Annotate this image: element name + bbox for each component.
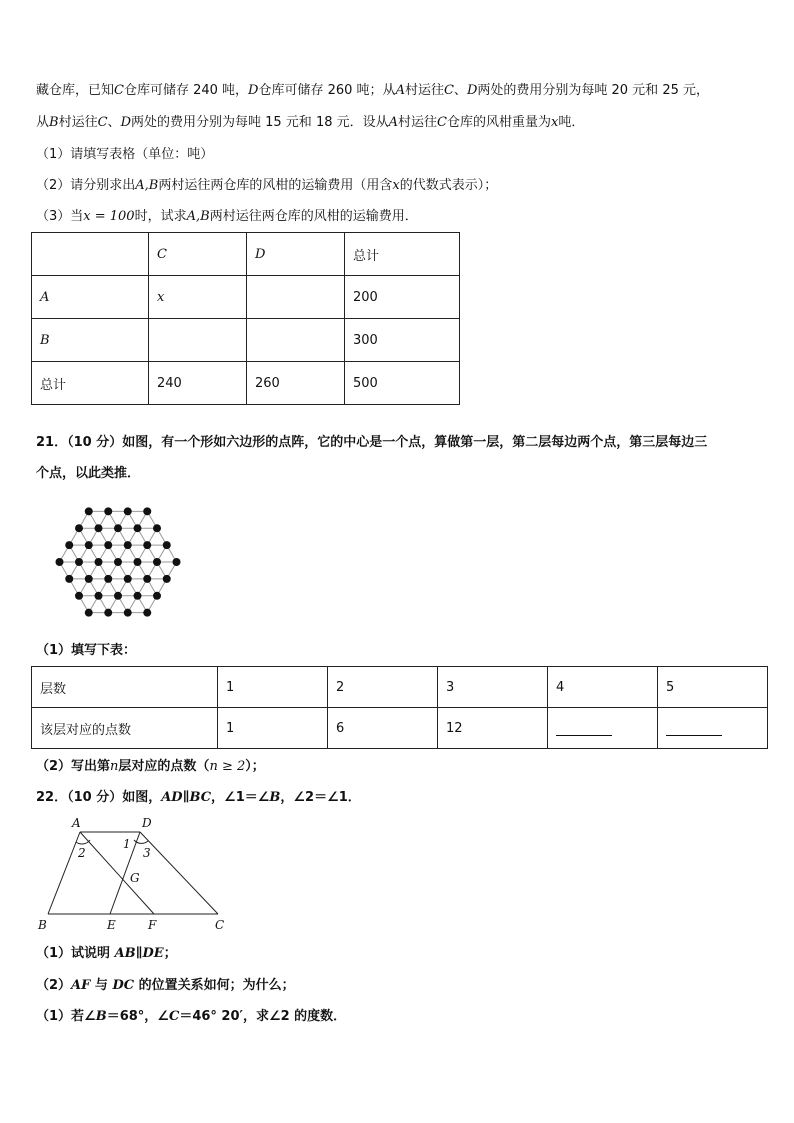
table-cell: 层数 xyxy=(32,667,218,708)
text: 两村运往两仓库的风柑的运输费用． xyxy=(209,209,418,224)
var-D: D xyxy=(120,115,131,130)
var-C: C xyxy=(168,1009,180,1024)
table-cell: 300 xyxy=(345,319,460,362)
var-C: C xyxy=(443,83,454,98)
inequality: n ≥ 2 xyxy=(209,759,246,774)
text: 时，试求 xyxy=(134,209,187,224)
lattice-dot xyxy=(95,592,103,600)
q21-line-1: 21．（10 分）如图，有一个形如六边形的点阵，它的中心是一个点，算做第一层，第二层每边两个点，第三层每边三 xyxy=(36,435,708,450)
lattice-dot xyxy=(75,558,83,566)
text: 村运往 xyxy=(58,115,98,130)
lattice-dot xyxy=(143,575,151,583)
lattice-dot xyxy=(56,558,64,566)
text: 藏仓库，已知 xyxy=(36,83,115,98)
table-cell: 12 xyxy=(438,708,548,749)
math-text: AF xyxy=(71,978,91,993)
lattice-dot xyxy=(143,507,151,515)
text: ； xyxy=(163,946,177,961)
intro-line-1 xyxy=(36,82,709,100)
table-cell: 6 xyxy=(328,708,438,749)
var-A: A xyxy=(388,115,399,130)
table-row xyxy=(32,362,460,405)
lattice-dot xyxy=(65,541,73,549)
label-C: C xyxy=(215,918,225,932)
math-text: DC xyxy=(112,978,135,993)
var-C: C xyxy=(97,115,108,130)
table-cell: 240 xyxy=(149,362,247,405)
trapezoid-figure xyxy=(30,812,240,937)
table-row xyxy=(32,708,768,749)
table-cell: 总计 xyxy=(32,362,149,405)
q22-title xyxy=(36,789,361,807)
lattice-dot xyxy=(114,524,122,532)
q21-part-1: （1）填写下表： xyxy=(36,643,137,658)
lattice-dot xyxy=(163,541,171,549)
table-cell xyxy=(658,708,768,749)
table-row xyxy=(32,667,768,708)
var-B: B xyxy=(95,1009,107,1024)
lattice-dot xyxy=(124,609,132,617)
q20-part-1: （1）请填写表格（单位：吨） xyxy=(36,147,214,162)
text: 仓库可储存 260 吨；从 xyxy=(258,83,396,98)
var-C: C xyxy=(114,83,124,98)
lattice-dot xyxy=(124,507,132,515)
text: （3）当 xyxy=(36,209,84,224)
var-AB: A,B xyxy=(186,209,210,224)
var-x: x xyxy=(392,178,400,193)
table-cell xyxy=(32,233,149,276)
q21-line-2: 个点，以此类推． xyxy=(36,466,141,481)
text: 22．（10 分）如图， xyxy=(36,790,162,805)
q20-part-3 xyxy=(36,208,418,226)
lattice-dot xyxy=(104,609,112,617)
table-row xyxy=(32,233,460,276)
lattice-dot xyxy=(85,541,93,549)
var-n: n xyxy=(110,759,119,774)
lattice-dot xyxy=(104,507,112,515)
table-cell: D xyxy=(247,233,345,276)
table-cell xyxy=(149,319,247,362)
text: 村运往 xyxy=(404,83,444,98)
table-cell: C xyxy=(149,233,247,276)
text: 与 xyxy=(90,978,113,993)
lattice-dot xyxy=(134,558,142,566)
table-row xyxy=(32,276,460,319)
var-D: D xyxy=(466,83,478,98)
lattice-dot xyxy=(163,575,171,583)
text: ＝46° 20′，求∠2 的度数． xyxy=(179,1009,347,1024)
transport-table xyxy=(31,232,460,405)
text: （2） xyxy=(36,978,72,993)
text: ，∠2＝∠1． xyxy=(280,790,361,805)
text: 两村运往两仓库的风柑的运输费用（用含 xyxy=(158,178,393,193)
text: 的位置关系如何；为什么； xyxy=(134,978,295,993)
text: 从 xyxy=(36,115,50,130)
table-cell: 500 xyxy=(345,362,460,405)
lattice-dot xyxy=(75,524,83,532)
text: 两处的费用分别为每吨 20 元和 25 元， xyxy=(477,83,709,98)
text: ，∠1＝∠ xyxy=(211,790,270,805)
label-E: E xyxy=(107,918,116,932)
lattice-dot xyxy=(65,575,73,583)
text: （1）若∠ xyxy=(36,1009,96,1024)
table-cell: 4 xyxy=(548,667,658,708)
text: 、 xyxy=(453,83,467,98)
answer-blank xyxy=(666,721,722,736)
text: 层对应的点数（ xyxy=(118,759,210,774)
table-cell: 1 xyxy=(218,667,328,708)
label-1: 1 xyxy=(123,837,131,851)
table-cell: A xyxy=(32,276,149,319)
table-cell: B xyxy=(32,319,149,362)
text: ＝68°，∠ xyxy=(106,1009,169,1024)
lattice-dot xyxy=(143,609,151,617)
text: （1）试说明 xyxy=(36,946,115,961)
table-cell: x xyxy=(149,276,247,319)
lattice-dot xyxy=(85,609,93,617)
var-x: x xyxy=(551,115,559,130)
q22-part-1 xyxy=(36,945,177,963)
segment-AF xyxy=(80,832,154,914)
label-3: 3 xyxy=(143,846,151,860)
text: （2）请分别求出 xyxy=(36,178,136,193)
lattice-dot xyxy=(75,592,83,600)
math-text: AB∥DE xyxy=(114,946,164,961)
text: （2）写出第 xyxy=(36,759,111,774)
table-row xyxy=(32,319,460,362)
text: 的代数式表示）； xyxy=(399,178,498,193)
equation: x = 100 xyxy=(83,209,135,224)
text: 、 xyxy=(107,115,121,130)
math-text: AD∥BC xyxy=(161,790,212,805)
table-cell: 总计 xyxy=(345,233,460,276)
var-C: C xyxy=(437,115,447,130)
q20-part-2 xyxy=(36,177,497,195)
table-cell: 3 xyxy=(438,667,548,708)
segment-DC xyxy=(140,832,218,914)
lattice-dot xyxy=(143,541,151,549)
table-cell xyxy=(247,319,345,362)
q22-part-2 xyxy=(36,977,295,995)
text: 仓库的风柑重量为 xyxy=(446,115,551,130)
lattice-dot xyxy=(95,558,103,566)
lattice-dot xyxy=(153,524,161,532)
lattice-dot xyxy=(85,507,93,515)
lattice-dot xyxy=(104,575,112,583)
table-cell: 200 xyxy=(345,276,460,319)
label-F: F xyxy=(148,918,157,932)
lattice-dot xyxy=(173,558,181,566)
table-cell: 5 xyxy=(658,667,768,708)
lattice-dot xyxy=(104,541,112,549)
q21-part-2 xyxy=(36,758,265,776)
lattice-dot xyxy=(124,541,132,549)
var-A: A xyxy=(395,83,405,98)
text: 吨． xyxy=(558,115,585,130)
table-cell: 该层对应的点数 xyxy=(32,708,218,749)
var-B: B xyxy=(49,115,59,130)
table-cell: 2 xyxy=(328,667,438,708)
table-cell xyxy=(548,708,658,749)
segment-AB xyxy=(48,832,80,914)
label-G: G xyxy=(130,871,140,885)
hexagon-dot-lattice xyxy=(40,492,200,632)
text: 两处的费用分别为每吨 15 元和 18 元．设从 xyxy=(131,115,389,130)
lattice-dot xyxy=(124,575,132,583)
var-AB: A,B xyxy=(135,178,159,193)
lattice-dot xyxy=(134,592,142,600)
layer-table xyxy=(31,666,768,749)
label-D: D xyxy=(142,816,152,830)
var-B: B xyxy=(269,790,281,805)
label-A: A xyxy=(72,816,81,830)
lattice-dot xyxy=(114,592,122,600)
label-2: 2 xyxy=(78,846,86,860)
lattice-dot xyxy=(134,524,142,532)
lattice-dot xyxy=(114,558,122,566)
answer-blank xyxy=(556,721,612,736)
table-cell: 260 xyxy=(247,362,345,405)
table-cell: 1 xyxy=(218,708,328,749)
var-D: D xyxy=(248,83,259,98)
intro-line-2 xyxy=(36,114,584,132)
label-B: B xyxy=(38,918,47,932)
lattice-dot xyxy=(153,558,161,566)
q22-part-3 xyxy=(36,1008,346,1026)
lattice-dot xyxy=(95,524,103,532)
lattice-dot xyxy=(153,592,161,600)
lattice-dot xyxy=(85,575,93,583)
table-cell xyxy=(247,276,345,319)
text: ）； xyxy=(245,759,265,774)
text: 村运往 xyxy=(398,115,438,130)
text: 仓库可储存 240 吨， xyxy=(123,83,249,98)
